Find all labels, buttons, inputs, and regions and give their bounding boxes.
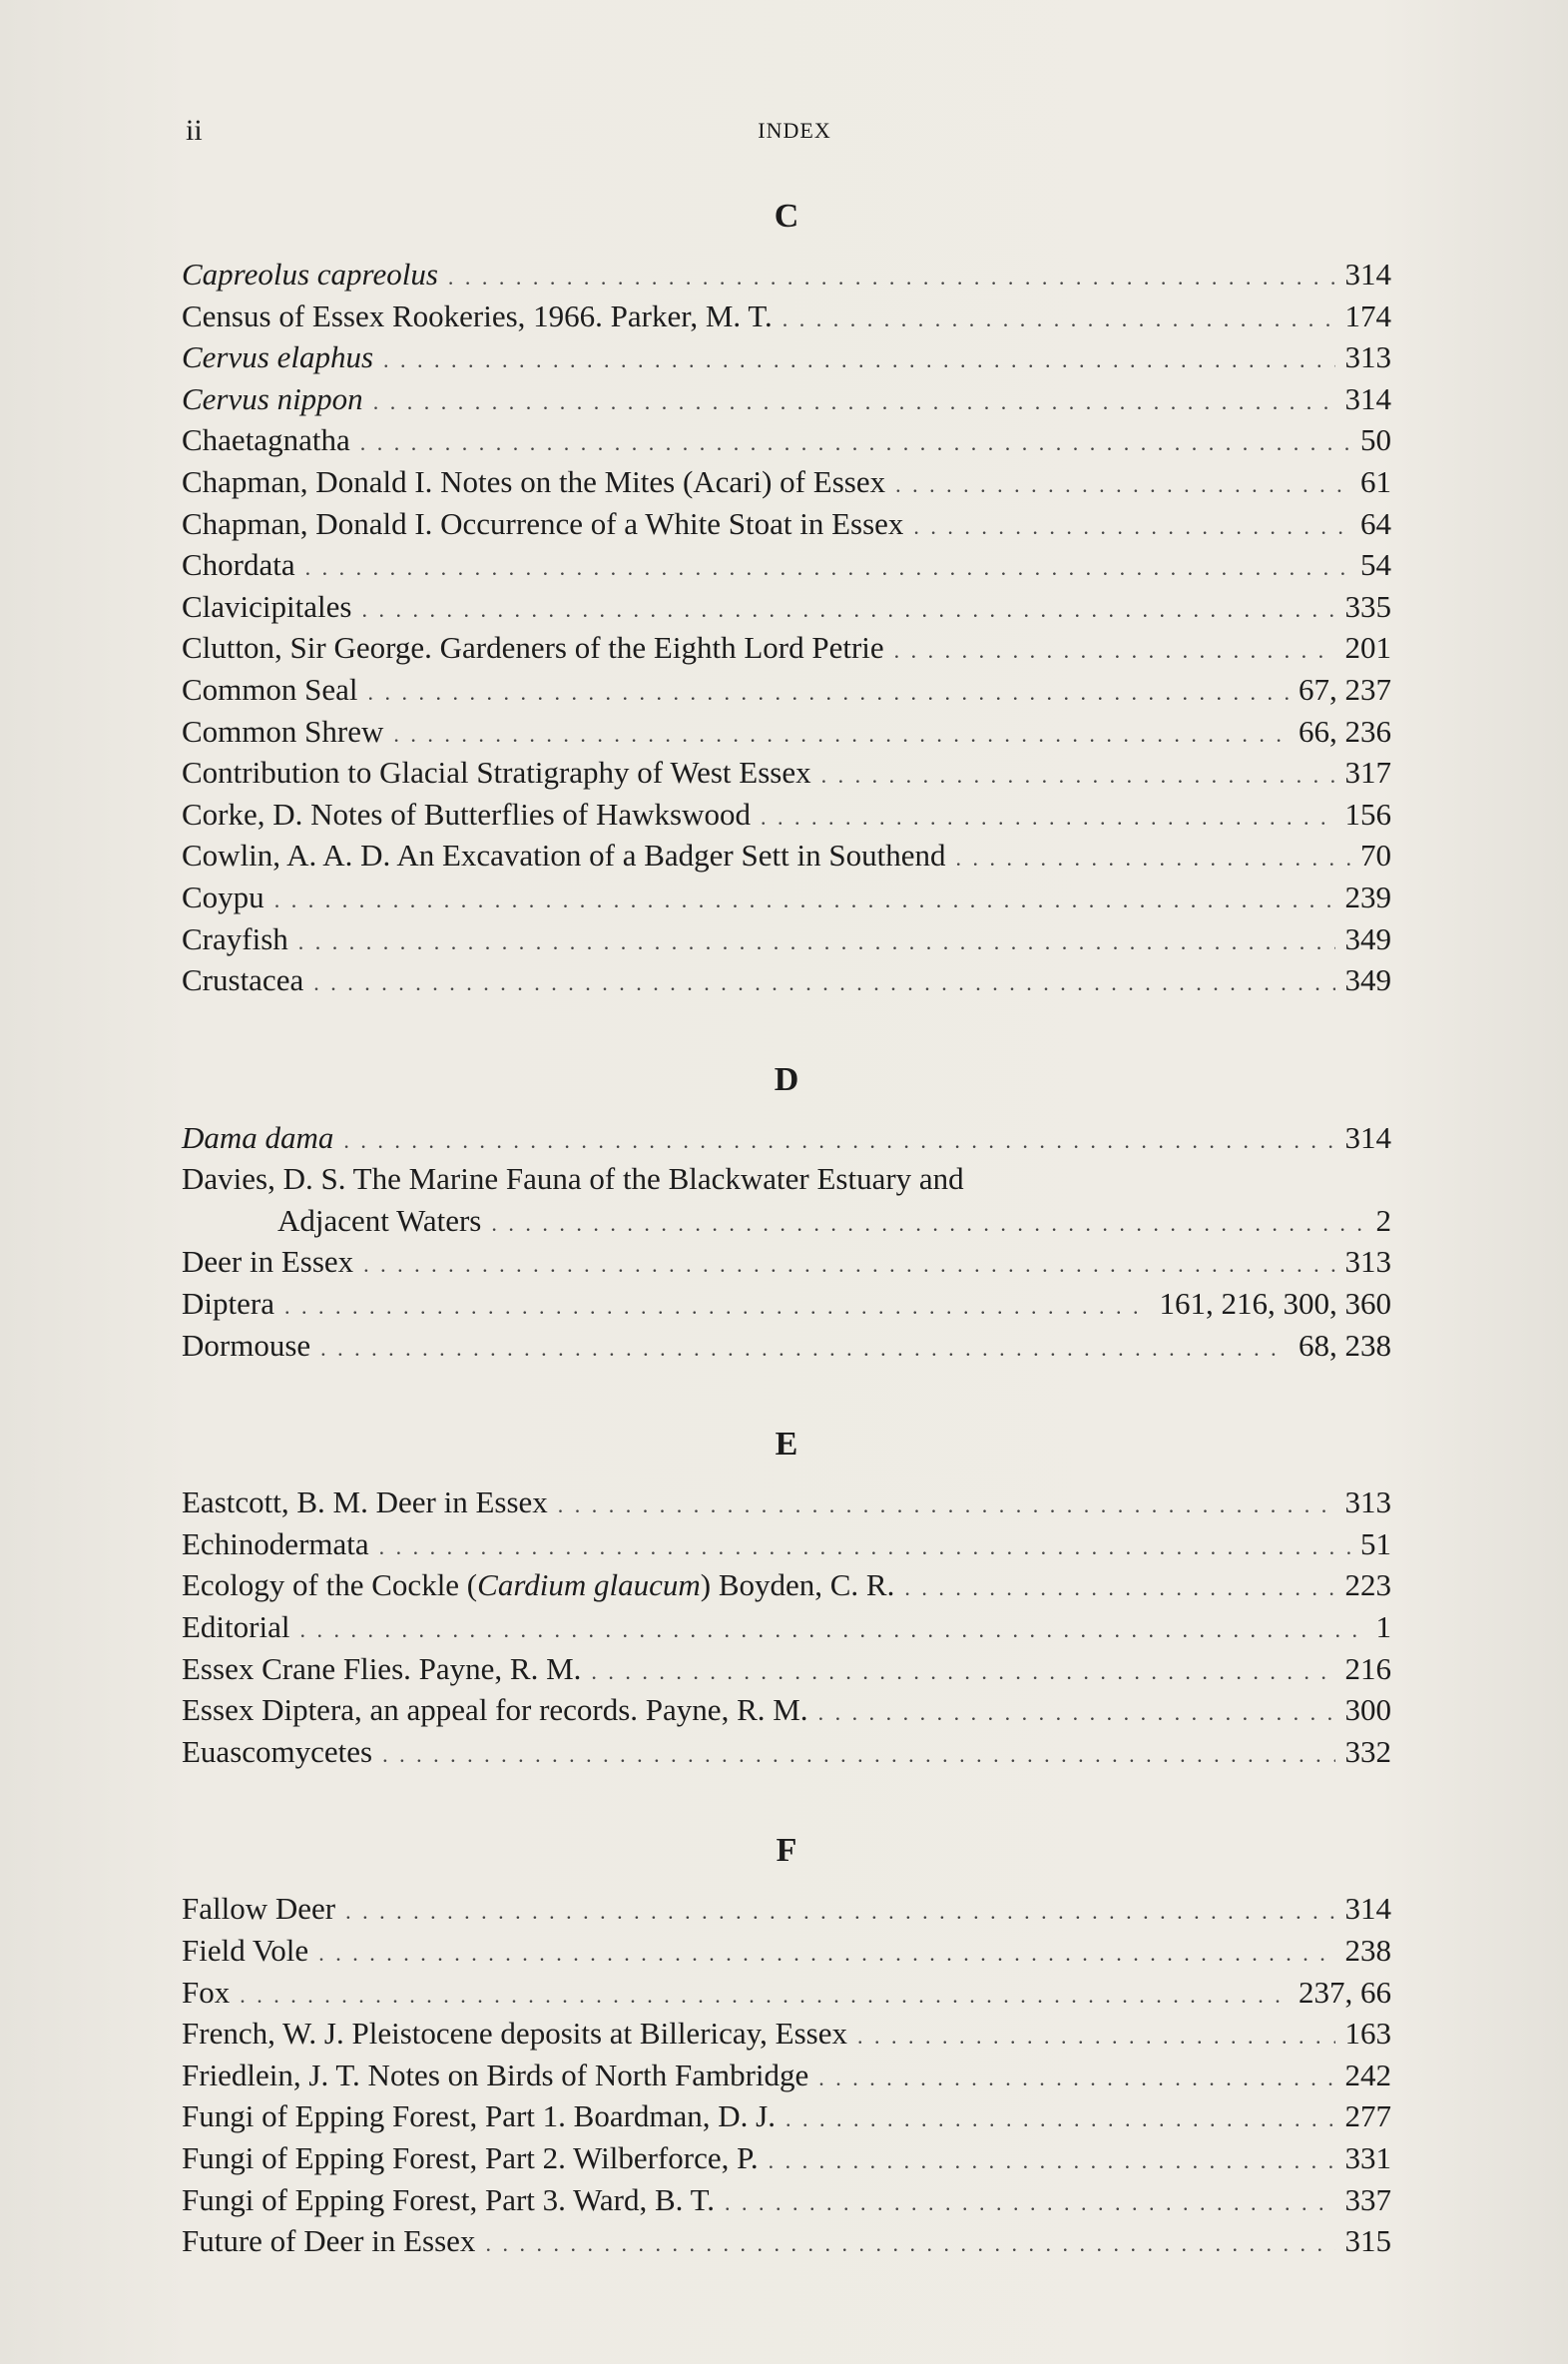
entry-text: [182, 378, 363, 420]
dot-leader: [313, 962, 1334, 1004]
entry-text-roman: French, W. J. Pleistocene deposits at Billericay, Essex: [182, 2016, 847, 2052]
entry-text: [182, 752, 811, 794]
entry-text-roman: Fungi of Epping Forest, Part 3. Ward, B. T.: [182, 2181, 715, 2217]
index-entry: [182, 2055, 1391, 2096]
dot-leader: [299, 1609, 1365, 1651]
entry-text: [182, 1283, 274, 1325]
entry-text-roman: Fox: [182, 1974, 231, 2010]
page-reference: 156: [1344, 796, 1391, 832]
page-reference: 277: [1344, 2098, 1391, 2134]
entry-text: [182, 1888, 335, 1930]
section-letter: E: [775, 1426, 798, 1464]
entry-text-roman: Euascomycetes: [182, 1733, 373, 1769]
entry-text-italic: Capreolus capreolus: [182, 257, 438, 292]
entry-text-roman: Field Vole: [182, 1933, 309, 1968]
index-entry: [182, 1241, 1391, 1283]
entry-text: [182, 1325, 310, 1367]
index-entry: [182, 669, 1391, 711]
entry-text-roman: Adjacent Waters: [277, 1202, 482, 1238]
dot-leader: [345, 1891, 1334, 1933]
index-entry: [182, 254, 1391, 296]
page-reference: 349: [1344, 962, 1391, 998]
entry-text: [182, 794, 751, 836]
page-reference: 2: [1375, 1202, 1391, 1238]
entry-text-roman: Ecology of the Cockle (: [182, 1567, 478, 1603]
index-entry: [182, 1117, 1391, 1159]
entry-text-italic: Cervus elaphus: [182, 339, 374, 375]
page-reference: 163: [1344, 2016, 1391, 2052]
entry-text: [182, 1481, 548, 1523]
entry-text: [182, 1158, 964, 1200]
dot-leader: [491, 1203, 1365, 1245]
section-letter: F: [776, 1832, 797, 1870]
dot-leader: [955, 838, 1350, 880]
entry-text-roman: Editorial: [182, 1609, 290, 1645]
entry-text: [182, 1648, 581, 1690]
entry-text-roman: Clavicipitales: [182, 588, 352, 624]
entry-text-roman: Clutton, Sir George. Gardeners of the Eighth Lord Petrie: [182, 630, 884, 666]
entry-text-italic: Dama dama: [182, 1119, 334, 1155]
dot-leader: [895, 464, 1350, 506]
entry-text: [182, 1930, 308, 1972]
dot-leader: [769, 2140, 1335, 2182]
entry-text: [182, 2220, 475, 2262]
page-reference: 349: [1344, 920, 1391, 956]
dot-leader: [761, 797, 1335, 839]
index-entry: [182, 296, 1391, 337]
index-entry: [182, 1731, 1391, 1773]
index-entry: [182, 711, 1391, 753]
dot-leader: [558, 1484, 1335, 1526]
index-entry: [182, 1606, 1391, 1648]
index-entry: [182, 1888, 1391, 1930]
entry-text-roman: Crayfish: [182, 920, 288, 956]
entry-text-roman: Eastcott, B. M. Deer in Essex: [182, 1484, 548, 1520]
entry-text-roman: Corke, D. Notes of Butterflies of Hawkswood: [182, 796, 751, 832]
entry-text-roman: Essex Diptera, an appeal for records. Payne, R. M.: [182, 1692, 808, 1728]
index-entry: [182, 2095, 1391, 2137]
page-reference: 67, 237: [1299, 671, 1391, 707]
entry-text: [182, 877, 264, 918]
entry-text-roman: Cowlin, A. A. D. An Excavation of a Badger Sett in Southend: [182, 838, 946, 874]
entry-text-roman: Chapman, Donald I. Occurrence of a White Stoat in Essex: [182, 505, 904, 541]
entry-text: [182, 1972, 230, 2014]
entry-text-roman: Chaetagnatha: [182, 422, 350, 458]
dot-leader: [318, 1933, 1334, 1975]
entry-text: [182, 2095, 776, 2137]
entry-text: [182, 461, 885, 503]
dot-leader: [368, 672, 1289, 714]
dot-leader: [448, 257, 1335, 298]
page-reference: 54: [1360, 547, 1391, 583]
page-reference: 242: [1344, 2057, 1391, 2092]
entry-text: [182, 1523, 369, 1565]
entry-text-roman: Fallow Deer: [182, 1891, 336, 1927]
dot-leader: [591, 1651, 1334, 1693]
entry-text-roman: Chapman, Donald I. Notes on the Mites (Acari) of Essex: [182, 463, 886, 499]
page-reference: 216: [1344, 1650, 1391, 1686]
dot-leader: [857, 2016, 1335, 2058]
page-reference: 174: [1344, 297, 1391, 333]
entry-text: [182, 711, 383, 753]
dot-leader: [725, 2182, 1335, 2224]
entry-text: [182, 627, 884, 669]
index-entry: [182, 1689, 1391, 1731]
index-entry: [182, 1648, 1391, 1690]
page-reference: 314: [1344, 380, 1391, 416]
dot-leader: [305, 547, 1350, 589]
index-entry: [182, 336, 1391, 378]
page-reference: 313: [1344, 339, 1391, 375]
page-reference: 70: [1360, 838, 1391, 874]
dot-leader: [818, 2058, 1334, 2099]
dot-leader: [485, 2223, 1334, 2265]
page-header: [186, 114, 1403, 154]
dot-leader: [894, 630, 1335, 672]
dot-leader: [373, 381, 1335, 423]
running-title: INDEX: [758, 118, 831, 143]
dot-leader: [240, 1975, 1289, 2017]
dot-leader: [284, 1286, 1150, 1328]
section-letter: C: [774, 198, 799, 235]
page-reference: 314: [1344, 257, 1391, 292]
index-entry: [182, 461, 1391, 503]
page-reference: 1: [1375, 1609, 1391, 1645]
entry-text: [182, 254, 438, 296]
index-entry: [182, 1972, 1391, 2014]
page-reference: 300: [1344, 1692, 1391, 1728]
entry-text-roman: Future of Deer in Essex: [182, 2223, 476, 2259]
entry-text: [182, 2013, 847, 2055]
index-entry: [182, 1481, 1391, 1523]
entry-text-roman: Davies, D. S. The Marine Fauna of the Blackwater Estuary and: [182, 1161, 964, 1197]
page-reference: 317: [1344, 755, 1391, 791]
entry-text: [182, 1731, 372, 1773]
dot-leader: [818, 1692, 1335, 1734]
entry-text-roman: Chordata: [182, 547, 295, 583]
index-entry: [182, 752, 1391, 794]
index-section-d: [182, 1053, 1391, 1367]
entry-text-roman: Fungi of Epping Forest, Part 2. Wilberforce, P.: [182, 2139, 759, 2175]
entry-text: [182, 1200, 481, 1242]
page-reference: 64: [1360, 505, 1391, 541]
dot-leader: [274, 880, 1335, 921]
dot-leader: [821, 755, 1335, 797]
entry-text-roman-tail: ) Boyden, C. R.: [700, 1567, 895, 1603]
index-entry: [182, 544, 1391, 586]
index-entry: [182, 794, 1391, 836]
index-entry: [182, 2220, 1391, 2262]
dot-leader: [904, 1567, 1334, 1609]
entry-text-italic: Cervus nippon: [182, 380, 363, 416]
entry-text-roman: Coypu: [182, 879, 264, 914]
page-reference: 335: [1344, 588, 1391, 624]
index-entry: [182, 877, 1391, 918]
index-entry: [182, 586, 1391, 628]
entry-text: [182, 2137, 759, 2179]
dot-leader: [913, 506, 1350, 548]
entry-text: [182, 1689, 808, 1731]
entry-text-roman: Essex Crane Flies. Payne, R. M.: [182, 1650, 582, 1686]
dot-leader: [382, 1734, 1334, 1776]
entry-text: [182, 918, 288, 960]
dot-leader: [360, 422, 1350, 464]
index-entry: [182, 2137, 1391, 2179]
entry-text-roman: Friedlein, J. T. Notes on Birds of North Fambridge: [182, 2057, 809, 2092]
index-entry: [182, 1158, 1391, 1200]
entry-text: [182, 2055, 808, 2096]
dot-leader: [393, 714, 1289, 756]
entry-text: [182, 835, 945, 877]
index-entry: [182, 503, 1391, 545]
page-reference: 315: [1344, 2223, 1391, 2259]
page-reference: 332: [1344, 1733, 1391, 1769]
index-entry: [182, 627, 1391, 669]
dot-leader: [320, 1328, 1289, 1370]
index-entry: [182, 1283, 1391, 1325]
entry-text: [182, 1606, 289, 1648]
entry-text-roman: Common Shrew: [182, 713, 384, 749]
entry-text: [182, 419, 350, 461]
entry-text: [182, 336, 373, 378]
entry-text: [182, 296, 773, 337]
entry-text: [182, 1117, 333, 1159]
page-reference: 201: [1344, 630, 1391, 666]
page-reference: 237, 66: [1299, 1974, 1391, 2010]
index-entry: [182, 378, 1391, 420]
dot-leader: [783, 298, 1335, 340]
index-entry: [182, 835, 1391, 877]
dot-leader: [343, 1120, 1334, 1162]
entry-text: [182, 669, 358, 711]
page-reference: 313: [1344, 1244, 1391, 1280]
entry-text-roman: Contribution to Glacial Stratigraphy of West Essex: [182, 755, 811, 791]
entry-text-roman: Common Seal: [182, 671, 358, 707]
page-reference: 50: [1360, 422, 1391, 458]
entry-text-italic: Cardium glaucum: [477, 1567, 701, 1603]
entry-text-roman: Fungi of Epping Forest, Part 1. Boardman, D. J.: [182, 2098, 776, 2134]
page-reference: 68, 238: [1299, 1327, 1391, 1363]
entry-text-roman: Crustacea: [182, 962, 304, 998]
index-entry: [182, 1523, 1391, 1565]
page-reference: 161, 216, 300, 360: [1159, 1286, 1391, 1322]
dot-leader: [298, 921, 1335, 963]
index-body: [182, 190, 1391, 2262]
index-entry: [182, 419, 1391, 461]
entry-text-roman: Diptera: [182, 1286, 274, 1322]
dot-leader: [383, 339, 1334, 381]
index-entry: [182, 1930, 1391, 1972]
page-reference: 331: [1344, 2139, 1391, 2175]
index-entry: [182, 2013, 1391, 2055]
page-reference: 337: [1344, 2181, 1391, 2217]
page-reference: 314: [1344, 1119, 1391, 1155]
section-letter: D: [774, 1060, 799, 1098]
entry-text: [182, 1564, 894, 1606]
index-section-f: [182, 1824, 1391, 2261]
index-entry: [182, 1564, 1391, 1606]
entry-text: [182, 1241, 353, 1283]
page-reference: 51: [1360, 1525, 1391, 1561]
page-reference: 314: [1344, 1891, 1391, 1927]
page-reference: 223: [1344, 1567, 1391, 1603]
page-reference: 239: [1344, 879, 1391, 914]
dot-leader: [379, 1526, 1350, 1568]
index-entry: [182, 959, 1391, 1001]
index-entry: [182, 2179, 1391, 2221]
dot-leader: [785, 2098, 1335, 2140]
page-folio: ii: [186, 114, 203, 147]
index-entry: [182, 1325, 1391, 1367]
entry-text: [182, 586, 351, 628]
index-entry: [182, 1200, 1391, 1242]
entry-text-roman: Census of Essex Rookeries, 1966. Parker, M. T.: [182, 297, 773, 333]
entry-text-roman: Echinodermata: [182, 1525, 369, 1561]
entry-text: [182, 959, 303, 1001]
page-reference: 238: [1344, 1933, 1391, 1968]
page-reference: 61: [1360, 463, 1391, 499]
page-reference: 66, 236: [1299, 713, 1391, 749]
index-section-c: [182, 190, 1391, 1001]
dot-leader: [363, 1244, 1334, 1286]
entry-text-roman: Deer in Essex: [182, 1244, 354, 1280]
entry-text-roman: Dormouse: [182, 1327, 311, 1363]
entry-text: [182, 503, 903, 545]
index-section-e: [182, 1418, 1391, 1772]
dot-leader: [361, 589, 1334, 631]
entry-text: [182, 2179, 715, 2221]
entry-text: [182, 544, 295, 586]
index-entry: [182, 918, 1391, 960]
page-reference: 313: [1344, 1484, 1391, 1520]
